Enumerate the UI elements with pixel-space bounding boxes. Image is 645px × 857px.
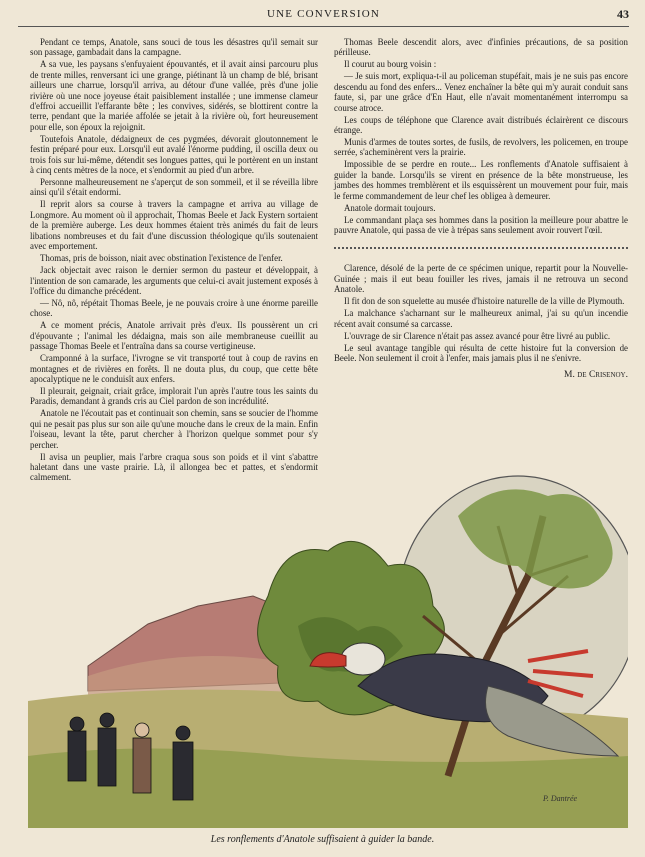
policeman-head	[176, 726, 190, 740]
left-column	[30, 37, 318, 484]
running-title: UNE CONVERSION	[266, 8, 381, 20]
paragraph: Cramponné à la surface, l'ivrogne se vit transporté tout à coup de ravins en montagnes et de rivières en forêts. Il ne douta plus, du coup, que cette bête apocalyptique ne le conduisît aux enfers.	[30, 353, 318, 384]
paragraph: Il courut au bourg voisin :	[344, 59, 437, 70]
policeman-head	[100, 713, 114, 727]
paragraph: — Nô, nô, répétait Thomas Beele, je ne pouvais croire à une énorme pareille chose.	[30, 297, 318, 319]
paragraph: Thomas, pris de boisson, niait avec obstination l'existence de l'enfer.	[40, 253, 283, 264]
policeman-figure	[68, 731, 86, 781]
paragraph: Thomas Beele descendit alors, avec d'infinies précautions, de sa position périlleuse.	[334, 37, 628, 58]
paragraph: Clarence, désolé de la perte de ce spécimen unique, repartit pour la Nouvelle-Guinée ; mais il eut beau fouiller les rives, jamais il ne retrouva un second Anatole.	[334, 263, 628, 295]
paragraph: A sa vue, les paysans s'enfuyaient épouvantés, et il avait ainsi parcouru plus de trente milles, renversant ici une grange, piétinant là un champ de blé, brisant ailleurs une charrue, lorsqu'il arriva, au détour d'une vallée, près d'une jolie rivière où une noce joyeuse était paisiblement installée ; une immense clameur d'effroi accueillit l'effarante bête ; les convives, sidérés, se blottirent contre la terre, pendant que la mariée affolée se jetait à la rivière où, fort heureusement pour elle, son époux la rejoignit.	[30, 59, 318, 132]
paragraph: Toutefois Anatole, dédaigneux de ces pygmées, dévorait gloutonnement le festin préparé pour eux. Lorsqu'il eut avalé l'énorme pudding, il oscilla deux ou trois fois sur lui-même, détendit ses longues pattes, qui le portèrent en un instant à cinq cents mètres de la noce, et s'endormit au pied d'un arbre.	[30, 133, 318, 176]
author-initial: M.	[564, 369, 575, 380]
policeman-figure	[98, 728, 116, 786]
paragraph: Impossible de se perdre en route... Les ronflements d'Anatole suffisaient à guider la bande. Lorsqu'ils se virent en présence de la bête monstrueuse, les jambes des hommes tremblèrent et ils esquissèrent un mouvement pour fuir, mais le ferme commandement de leur chef les obligea à demeurer.	[334, 159, 628, 201]
policeman-figure	[173, 742, 193, 800]
paragraph: Les coups de téléphone que Clarence avait distribués éclairèrent ce discours étrange.	[334, 114, 628, 136]
paragraph: Il pleurait, geignait, criait grâce, implorait l'un après l'autre tous les saints du Paradis, demandant à grands cris au Ciel pardon de son incrédulité.	[30, 385, 318, 407]
paragraph: L'ouvrage de sir Clarence n'était pas assez avancé pour être livré au public.	[344, 330, 611, 341]
paragraph: Jack objectait avec raison le dernier sermon du pasteur et développait, à l'intention de son camarade, les arguments que celui-ci avait justement exposés à l'office du dimanche précédent.	[30, 265, 318, 296]
paragraph: Munis d'armes de toutes sortes, de fusils, de revolvers, les policemen, en troupe serrée, s'acheminèrent vers la prairie.	[334, 137, 628, 158]
paragraph: Personne malheureusement ne s'aperçut de son sommeil, et il se réveilla libre ainsi qu'il s'était endormi.	[30, 177, 318, 198]
paragraph: Il reprit alors sa course à travers la campagne et arriva au village de Longmore. Au moment où il approchait, Thomas Beele et Jack Eystern sortaient de la première auberge. Les deux hommes étaient très animés du fait de leurs libations nombreuses et du fait d'une discussion théologique qu'ils soutenaient avec emportement.	[30, 199, 318, 252]
policeman-head	[70, 717, 84, 731]
paragraph: Anatole dormait toujours.	[344, 202, 436, 213]
paragraph: Il avisa un peuplier, mais l'arbre craqua sous son poids et il vint s'abattre haletant dans une vaste prairie. Là, il allongea bec et pattes, et s'endormit calmement.	[30, 451, 318, 483]
paragraph: — Je suis mort, expliqua-t-il au policeman stupéfait, mais je ne suis pas encore descendu au fond des enfers... Venez enchaîner la bête qui m'y aurait conduit sans faute, si, par une grâce d'En Haut, elle n'avait momentanément interrompu sa course atroce.	[334, 71, 628, 113]
section-divider	[334, 247, 628, 249]
author-signature	[334, 370, 628, 380]
artist-signature: P. Dantrée	[543, 794, 578, 803]
paragraph: Le commandant plaça ses hommes dans la position la meilleure pour abattre le pauvre Anatole, qui passa de vie à trépas sans seulement avoir rouvert l'œil.	[334, 214, 628, 236]
right-column	[334, 37, 628, 382]
page-header	[18, 8, 629, 27]
bird-head	[341, 643, 385, 675]
paragraph: Il fit don de son squelette au musée d'histoire naturelle de la ville de Plymouth.	[344, 296, 625, 307]
paragraph: Pendant ce temps, Anatole, sans souci de tous les désastres qu'il semait sur son passage, gambadait dans la campagne.	[30, 37, 318, 58]
paragraph: A ce moment précis, Anatole arrivait près d'eux. Ils poussèrent un cri d'épouvante ; l'animal les dédaigna, mais son aile membraneuse cueillit au passage Thomas Beele et l'entraîna dans sa course vertigineuse.	[30, 320, 318, 352]
paragraph: Anatole ne l'écoutait pas et continuait son chemin, sans se soucier de l'homme qui ne pesait pas plus sur son aile qu'une mouche dans le creux de la main. Enfin l'oiseau, levant la tête, parut chercher à l'horizon quelque sommet pour s'y percher.	[30, 408, 318, 450]
paragraph: Le seul avantage tangible qui résulta de cette histoire fut la conversion de Beele. Non seulement il croit à l'enfer, mais jamais plus il ne s'enivre.	[334, 342, 628, 364]
policeman-figure	[133, 738, 151, 793]
illustration-caption: Les ronflements d'Anatole suffisaient à guider la bande.	[210, 834, 435, 845]
policeman-head	[135, 723, 149, 737]
illustration-sleeping-bird	[28, 456, 628, 828]
author-name: de Crisenoy.	[577, 369, 628, 380]
page-number: 43	[617, 7, 629, 21]
paragraph: La malchance s'acharnant sur le malheureux animal, j'ai su qu'un incendie récent avait consumé sa carcasse.	[334, 308, 628, 329]
